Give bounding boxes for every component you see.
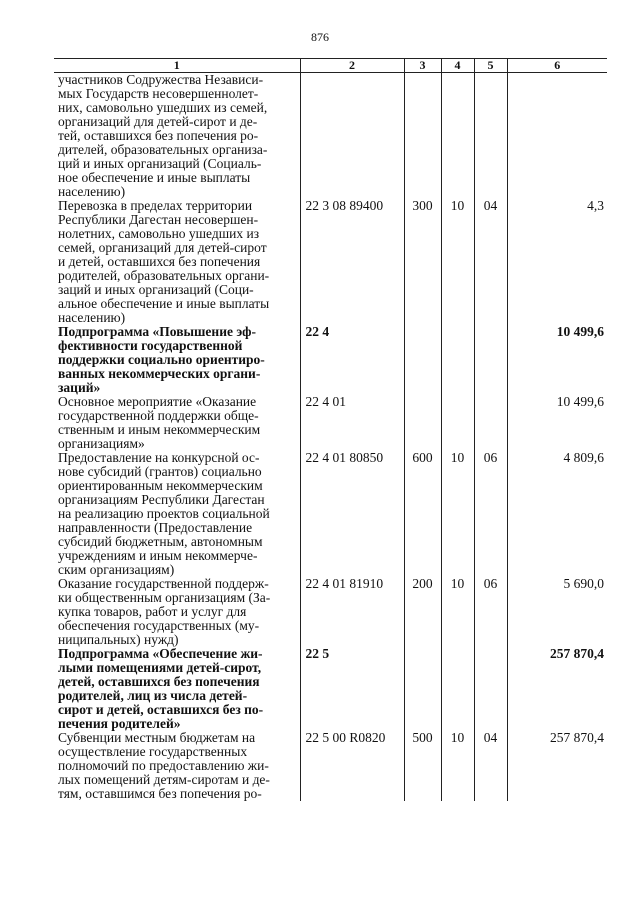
table-row (54, 577, 607, 647)
table-row (54, 325, 607, 395)
row-col4 (441, 325, 474, 395)
row-amount (507, 73, 607, 200)
table-row (54, 199, 607, 325)
table-row (54, 395, 607, 451)
row-name: Субвенции местным бюджетам на осуществление государственных полномочий по предоставлению жи- лых помещений детям-сиротам и де- тям, оставшимся без попечения ро- (58, 730, 270, 801)
row-amount: 5 690,0 (507, 577, 607, 647)
row-code: 22 4 01 80850 (300, 451, 404, 577)
column-header-2: 2 (300, 59, 404, 73)
budget-table (54, 58, 607, 801)
row-code: 22 3 08 89400 (300, 199, 404, 325)
row-code: 22 4 01 (300, 395, 404, 451)
row-col4: 10 (441, 199, 474, 325)
row-col3 (404, 325, 441, 395)
row-name: Предоставление на конкурсной ос- нове субсидий (грантов) социально ориентированным некоммерческим организациям Республики Дагестан на реализацию проектов социальной направленности (Предоставление субсидий бюджетным, автономным учреждениям и иным некоммерче- ским организациям) (58, 450, 270, 577)
row-col5: 06 (474, 577, 507, 647)
column-header-4: 4 (441, 59, 474, 73)
row-col3: 300 (404, 199, 441, 325)
row-col5: 04 (474, 731, 507, 801)
row-code: 22 5 (300, 647, 404, 731)
row-name: Подпрограмма «Обеспечение жи- лыми помещениями детей-сирот, детей, оставшихся без попечения родителей, лиц из числа детей- сирот и детей, оставшихся без по- печения родителей» (58, 646, 264, 731)
row-col4 (441, 395, 474, 451)
row-col5 (474, 647, 507, 731)
row-code: 22 4 01 81910 (300, 577, 404, 647)
table-row (54, 451, 607, 577)
column-header-6: 6 (507, 59, 607, 73)
row-amount: 257 870,4 (507, 731, 607, 801)
row-amount: 10 499,6 (507, 395, 607, 451)
row-col4: 10 (441, 577, 474, 647)
column-header-5: 5 (474, 59, 507, 73)
row-col4: 10 (441, 451, 474, 577)
table-row (54, 647, 607, 731)
row-col5 (474, 73, 507, 200)
row-col3 (404, 647, 441, 731)
column-header-3: 3 (404, 59, 441, 73)
row-col5: 06 (474, 451, 507, 577)
row-name: Подпрограмма «Повышение эф- фективности государственной поддержки социально ориентиро- ванных некоммерческих органи- заций» (58, 324, 265, 395)
row-name: Перевозка в пределах территории Республики Дагестан несовершен- нолетних, самовольно ушедших из семей, организаций для детей-сирот и детей, оставшихся без попечения родителей, образовательных органи- заций и иных организаций (Соци- альное обеспечение и иные выплаты населению) (58, 198, 270, 325)
page-number: 876 (311, 30, 329, 44)
table-row (54, 731, 607, 801)
row-col3: 600 (404, 451, 441, 577)
row-col4 (441, 647, 474, 731)
row-name: Основное мероприятие «Оказание государственной поддержки обще- ственным и иным некоммерческим организациям» (58, 394, 261, 451)
row-amount: 257 870,4 (507, 647, 607, 731)
row-col5 (474, 395, 507, 451)
row-col3: 500 (404, 731, 441, 801)
row-amount: 4 809,6 (507, 451, 607, 577)
row-col3 (404, 395, 441, 451)
row-col5: 04 (474, 199, 507, 325)
row-col4 (441, 73, 474, 200)
table-header-row (54, 59, 607, 73)
column-header-1: 1 (54, 59, 300, 73)
row-name: участников Содружества Независи- мых Государств несовершеннолет- них, самовольно ушедших из семей, организаций для детей-сирот и де- тей, оставшихся без попечения ро- дителей, образовательных организа- ций и иных организаций (Социаль- ное обеспечение и иные выплаты населению) (58, 72, 268, 199)
row-code (300, 73, 404, 200)
row-amount: 4,3 (507, 199, 607, 325)
row-name: Оказание государственной поддерж- ки общественным организациям (За- купка товаров, работ и услуг для обеспечения государственных (му- ниципальных) нужд) (58, 576, 271, 647)
row-amount: 10 499,6 (507, 325, 607, 395)
row-code: 22 4 (300, 325, 404, 395)
row-col4: 10 (441, 731, 474, 801)
row-code: 22 5 00 R0820 (300, 731, 404, 801)
row-col3: 200 (404, 577, 441, 647)
table-row (54, 73, 607, 200)
row-col5 (474, 325, 507, 395)
row-col3 (404, 73, 441, 200)
